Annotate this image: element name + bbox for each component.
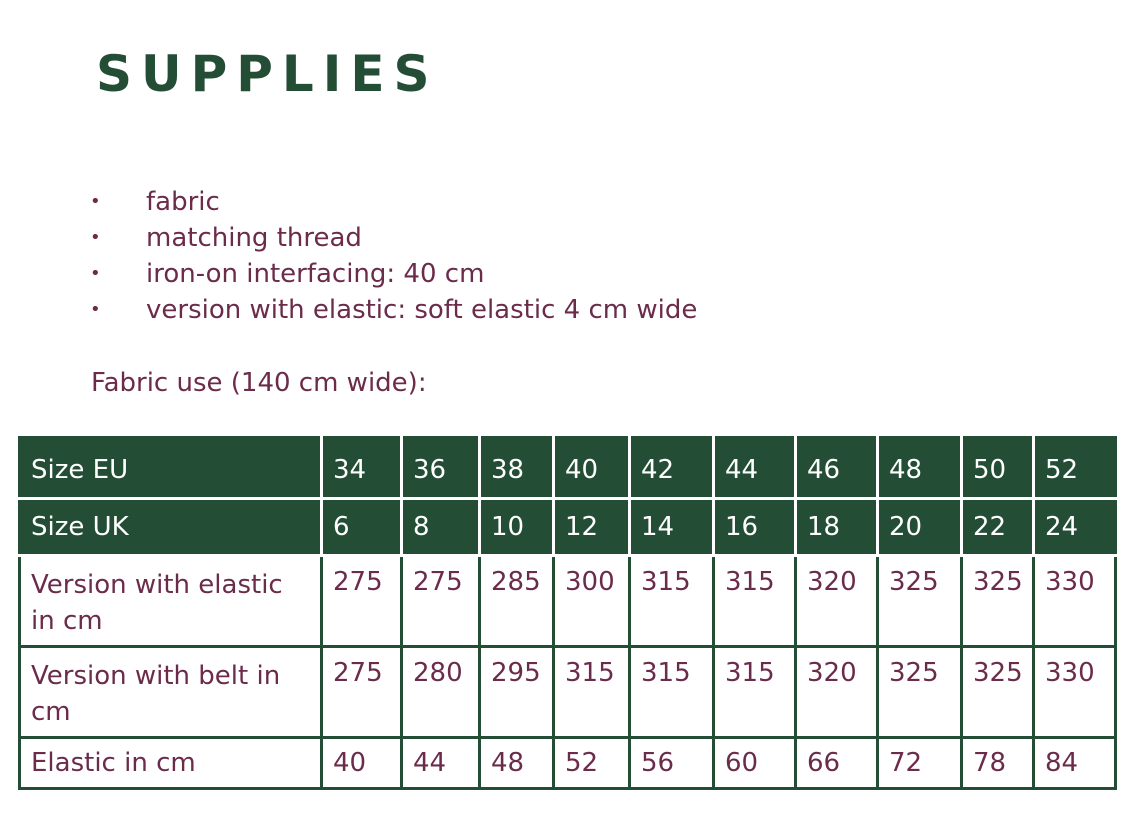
- table-cell: 50: [962, 438, 1034, 499]
- list-item: [90, 292, 697, 328]
- list-item: [90, 220, 697, 256]
- table-cell: 52: [1034, 438, 1116, 499]
- table-cell: 6: [322, 499, 402, 556]
- table-cell: 40: [322, 738, 402, 789]
- table-row-elastic: [20, 738, 1116, 789]
- table-cell: 18: [796, 499, 878, 556]
- bullet-icon: •: [90, 191, 101, 212]
- row-header: Size EU: [20, 438, 322, 499]
- table-cell: 78: [962, 738, 1034, 789]
- table-cell: 320: [796, 647, 878, 738]
- page-title: SUPPLIES: [96, 45, 439, 103]
- table-cell: 16: [714, 499, 796, 556]
- table-cell: 315: [630, 556, 714, 647]
- supplies-list: [90, 184, 697, 328]
- supply-item-text: fabric: [146, 187, 220, 217]
- table-cell: 295: [480, 647, 554, 738]
- table-row-version-elastic: [20, 556, 1116, 647]
- table-cell: 24: [1034, 499, 1116, 556]
- table-cell: 56: [630, 738, 714, 789]
- list-item: [90, 184, 697, 220]
- table-cell: 72: [878, 738, 962, 789]
- supply-item-text: iron-on interfacing: 40 cm: [146, 259, 485, 289]
- table-cell: 66: [796, 738, 878, 789]
- row-header: Version with elastic in cm: [20, 556, 322, 647]
- row-header: Elastic in cm: [20, 738, 322, 789]
- table-cell: 22: [962, 499, 1034, 556]
- table-cell: 10: [480, 499, 554, 556]
- table-cell: 12: [554, 499, 630, 556]
- bullet-icon: •: [90, 299, 101, 320]
- supply-item-text: matching thread: [146, 223, 362, 253]
- table-cell: 325: [878, 556, 962, 647]
- table-cell: 14: [630, 499, 714, 556]
- bullet-icon: •: [90, 263, 101, 284]
- table-cell: 315: [714, 556, 796, 647]
- table-cell: 330: [1034, 647, 1116, 738]
- table-row-version-belt: [20, 647, 1116, 738]
- table-cell: 46: [796, 438, 878, 499]
- bullet-icon: •: [90, 227, 101, 248]
- row-header: Version with belt in cm: [20, 647, 322, 738]
- table-cell: 42: [630, 438, 714, 499]
- table-cell: 330: [1034, 556, 1116, 647]
- table-cell: 34: [322, 438, 402, 499]
- table-cell: 48: [480, 738, 554, 789]
- table-cell: 84: [1034, 738, 1116, 789]
- table-cell: 8: [402, 499, 480, 556]
- table-cell: 40: [554, 438, 630, 499]
- table-cell: 280: [402, 647, 480, 738]
- table-cell: 275: [322, 647, 402, 738]
- table-cell: 36: [402, 438, 480, 499]
- table-cell: 315: [714, 647, 796, 738]
- list-item: [90, 256, 697, 292]
- table-cell: 325: [962, 556, 1034, 647]
- table-cell: 60: [714, 738, 796, 789]
- table-cell: 325: [962, 647, 1034, 738]
- table-cell: 275: [402, 556, 480, 647]
- table-cell: 285: [480, 556, 554, 647]
- table-cell: 52: [554, 738, 630, 789]
- table-cell: 38: [480, 438, 554, 499]
- table-cell: 320: [796, 556, 878, 647]
- row-header: Size UK: [20, 499, 322, 556]
- table-cell: 300: [554, 556, 630, 647]
- table-cell: 44: [714, 438, 796, 499]
- table-row-size-uk: [20, 499, 1116, 556]
- fabric-use-table: [18, 436, 1117, 790]
- table-cell: 48: [878, 438, 962, 499]
- table-cell: 20: [878, 499, 962, 556]
- table-row-size-eu: [20, 438, 1116, 499]
- fabric-use-label: Fabric use (140 cm wide):: [91, 368, 427, 398]
- table-cell: 315: [554, 647, 630, 738]
- supply-item-text: version with elastic: soft elastic 4 cm wide: [146, 295, 698, 325]
- table-cell: 275: [322, 556, 402, 647]
- table-cell: 315: [630, 647, 714, 738]
- table-cell: 325: [878, 647, 962, 738]
- table-cell: 44: [402, 738, 480, 789]
